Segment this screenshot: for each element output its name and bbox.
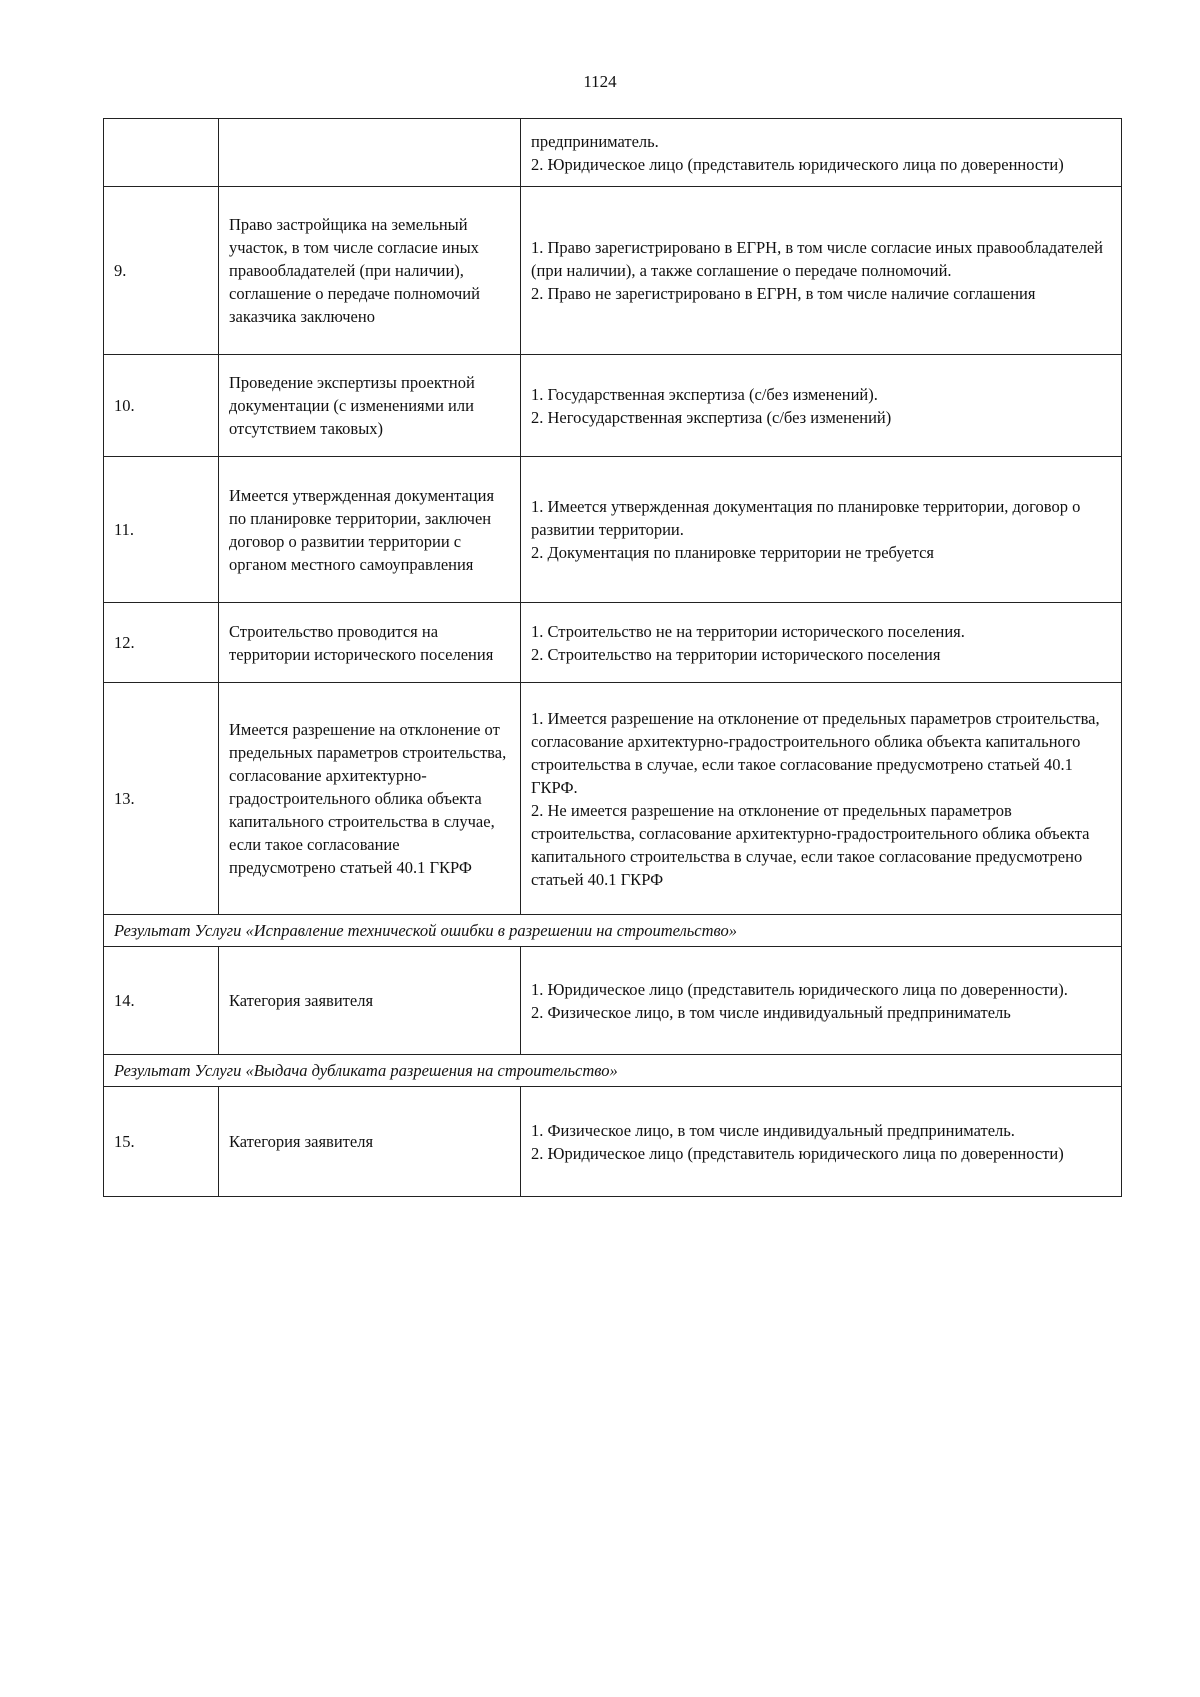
- row-number: 9.: [104, 187, 219, 355]
- value-item: 2. Юридическое лицо (представитель юридического лица по доверенности): [531, 1143, 1064, 1163]
- criterion-cell: Проведение экспертизы проектной документации (с изменениями или отсутствием таковых): [219, 355, 521, 457]
- row-number: 13.: [104, 683, 219, 915]
- value-item: 1. Строительство не на территории исторического поселения.: [531, 621, 965, 641]
- criterion-cell: [219, 119, 521, 187]
- values-cell: [521, 1087, 1122, 1197]
- values-cell: [521, 355, 1122, 457]
- row-number: 11.: [104, 457, 219, 603]
- row-number: [104, 119, 219, 187]
- values-cell: [521, 119, 1122, 187]
- values-cell: [521, 947, 1122, 1055]
- page-number: 1124: [583, 72, 617, 91]
- section-row: [104, 915, 1122, 947]
- value-item: 1. Имеется утвержденная документация по планировке территории, договор о развитии территории.: [531, 497, 1085, 539]
- table-row: [104, 119, 1122, 187]
- criterion-cell: Имеется утвержденная документация по планировке территории, заключен договор о развитии территории с органом местного самоуправления: [219, 457, 521, 603]
- values-cell: [521, 187, 1122, 355]
- criterion-cell: Строительство проводится на территории исторического поселения: [219, 603, 521, 683]
- row-number: 10.: [104, 355, 219, 457]
- value-item: 2. Документация по планировке территории не требуется: [531, 543, 934, 562]
- value-item: 1. Государственная экспертиза (с/без изменений).: [531, 384, 878, 404]
- row-number: 15.: [104, 1087, 219, 1197]
- value-item: 1. Юридическое лицо (представитель юридического лица по доверенности).: [531, 979, 1068, 999]
- value-item: 2. Не имеется разрешение на отклонение от предельных параметров строительства, согласование архитектурно-градостроительного облика объекта капитального строительства в случае, если такое согласование предусмотрено статьей 40.1 ГКРФ: [531, 800, 1094, 889]
- value-item: 2. Юридическое лицо (представитель юридического лица по доверенности): [531, 154, 1064, 174]
- row-number: 14.: [104, 947, 219, 1055]
- criterion-cell: Имеется разрешение на отклонение от предельных параметров строительства, согласование архитектурно-градостроительного облика объекта капитального строительства в случае, если такое согласование предусмотрено статьей 40.1 ГКРФ: [219, 683, 521, 915]
- criterion-cell: Категория заявителя: [219, 1087, 521, 1197]
- section-title: Результат Услуги «Исправление технической ошибки в разрешении на строительство»: [104, 915, 1122, 947]
- table-row: [104, 187, 1122, 355]
- value-item: 1. Физическое лицо, в том числе индивидуальный предприниматель.: [531, 1120, 1015, 1140]
- section-row: [104, 1055, 1122, 1087]
- value-item: 1. Право зарегистрировано в ЕГРН, в том числе согласие иных правообладателей (при наличии), а также соглашение о передаче полномочий.: [531, 238, 1108, 280]
- criteria-table: [103, 118, 1122, 1197]
- table-row: [104, 683, 1122, 915]
- row-number: 12.: [104, 603, 219, 683]
- table-row: [104, 1087, 1122, 1197]
- criterion-cell: Категория заявителя: [219, 947, 521, 1055]
- value-item: 1. Имеется разрешение на отклонение от предельных параметров строительства, согласование архитектурно-градостроительного облика объекта капитального строительства в случае, если такое согласование предусмотрено статьей 40.1 ГКРФ.: [531, 708, 1104, 797]
- section-title: Результат Услуги «Выдача дубликата разрешения на строительство»: [104, 1055, 1122, 1087]
- table-row: [104, 457, 1122, 603]
- value-item: 2. Негосударственная экспертиза (с/без изменений): [531, 407, 892, 427]
- criterion-cell: Право застройщика на земельный участок, в том числе согласие иных правообладателей (при наличии), соглашение о передаче полномочий заказчика заключено: [219, 187, 521, 355]
- values-cell: [521, 457, 1122, 603]
- values-cell: [521, 603, 1122, 683]
- value-item: 2. Физическое лицо, в том числе индивидуальный предприниматель: [531, 1002, 1011, 1022]
- value-item: 2. Строительство на территории исторического поселения: [531, 644, 941, 664]
- table-row: [104, 947, 1122, 1055]
- value-item: предприниматель.: [531, 131, 659, 151]
- values-cell: [521, 683, 1122, 915]
- table-row: [104, 603, 1122, 683]
- value-item: 2. Право не зарегистрировано в ЕГРН, в том числе наличие соглашения: [531, 284, 1036, 303]
- table-row: [104, 355, 1122, 457]
- criteria-table-body: [104, 119, 1122, 1197]
